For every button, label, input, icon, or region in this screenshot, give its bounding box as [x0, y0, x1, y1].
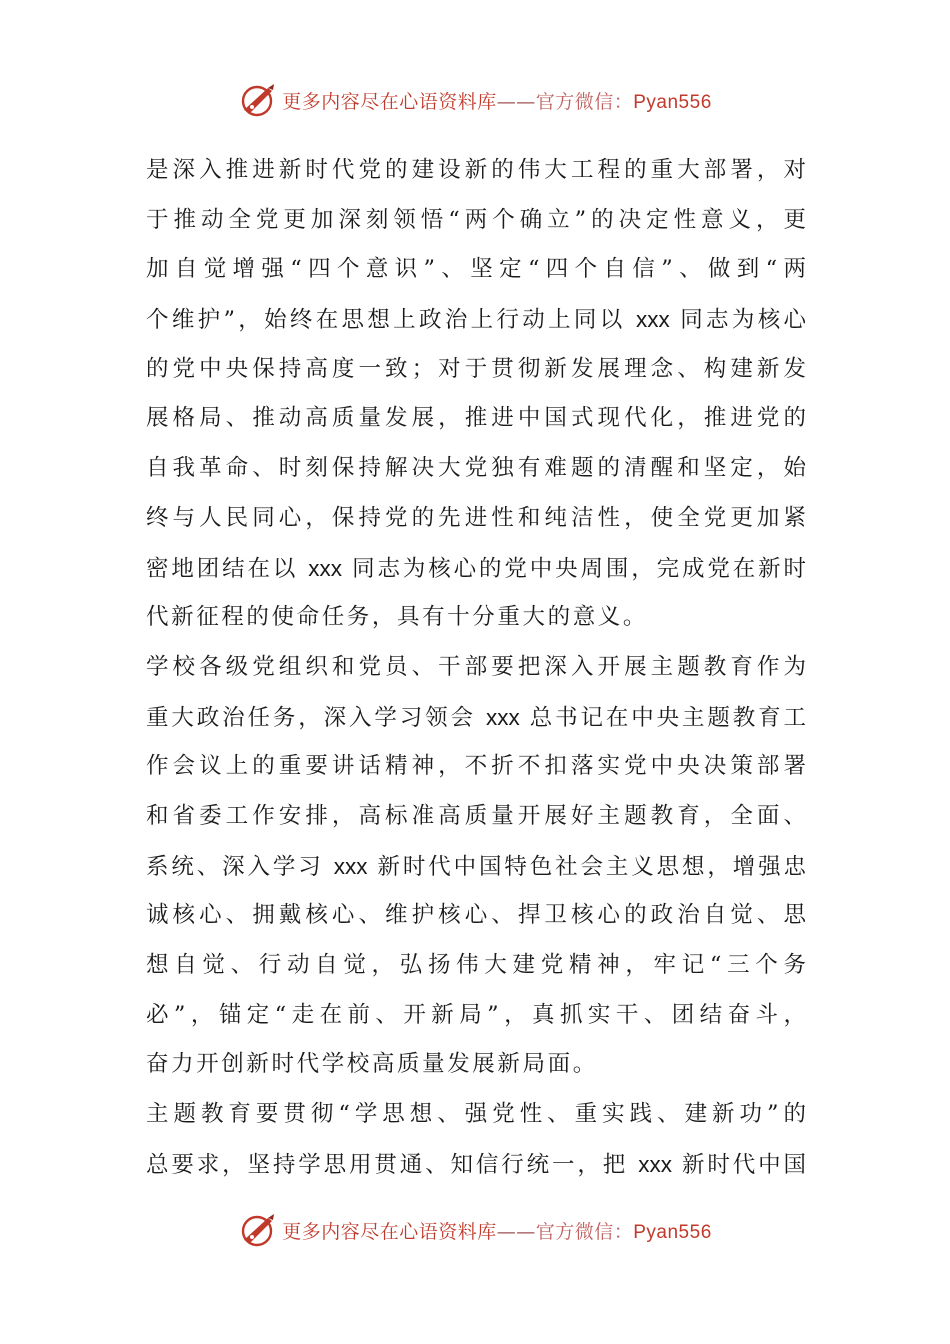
- pen-nib-logo-icon: [238, 80, 278, 120]
- text-line: 主题教育要贯彻“学思想、强党性、重实践、建新功”的: [146, 1101, 806, 1128]
- text-line: 自我革命、时刻保持解决大党独有难题的清醒和坚定，始: [146, 455, 806, 482]
- text-line: 系统、深入学习 xxx 新时代中国特色社会主义思想，增强忠: [146, 853, 806, 880]
- footer-wechat-id: Pyan556: [633, 1221, 712, 1243]
- document-body: [146, 146, 806, 1189]
- text-line: 必”，锚定“走在前、开新局”，真抓实干、团结奋斗，: [146, 1001, 806, 1028]
- text-line: 奋力开创新时代学校高质量发展新局面。: [146, 1051, 598, 1078]
- text-line: 的党中央保持高度一致；对于贯彻新发展理念、构建新发: [146, 355, 806, 382]
- footer-wechat-label: 官方微信：: [535, 1220, 634, 1243]
- text-line: 想自觉、行动自觉，弘扬伟大建党精神，牢记“三个务: [146, 952, 806, 978]
- text-line: 个维护”，始终在思想上政治上行动上同以 xxx 同志为核心: [146, 307, 806, 334]
- footer-banner: [0, 1208, 950, 1252]
- text-line: 终与人民同心，保持党的先进性和纯洁性，使全党更加紧: [146, 504, 806, 531]
- text-line: 展格局、推动高质量发展，推进中国式现代化，推进党的: [146, 405, 806, 432]
- text-line: 总要求，坚持学思用贯通、知信行统一，把 xxx 新时代中国: [146, 1151, 806, 1178]
- text-line: 代新征程的使命任务，具有十分重大的意义。: [146, 604, 649, 631]
- text-line: 和省委工作安排，高标准高质量开展好主题教育，全面、: [146, 802, 806, 829]
- header-brand: 更多内容尽在心语资料库: [282, 90, 497, 113]
- text-line: 加自觉增强“四个意识”、坚定“四个自信”、做到“两: [146, 256, 806, 283]
- text-line: 密地团结在以 xxx 同志为核心的党中央周围，完成党在新时: [146, 555, 806, 582]
- footer-brand: 更多内容尽在心语资料库: [282, 1220, 497, 1243]
- header-banner: [0, 78, 950, 122]
- text-line: 重大政治任务，深入学习领会 xxx 总书记在中央主题教育工: [146, 704, 806, 731]
- text-line: 诚核心、拥戴核心、维护核心、捍卫核心的政治自觉、思: [146, 902, 806, 929]
- footer-banner-text: [282, 1217, 712, 1244]
- header-wechat-label: 官方微信：: [535, 90, 634, 113]
- pen-nib-logo-icon: [238, 1210, 278, 1250]
- footer-separator: ——: [496, 1220, 536, 1243]
- text-line: 是深入推进新时代党的建设新的伟大工程的重大部署，对: [146, 157, 806, 183]
- text-line: 作会议上的重要讲话精神，不折不扣落实党中央决策部署: [146, 753, 806, 780]
- header-banner-text: [282, 87, 712, 114]
- text-line: 学校各级党组织和党员、干部要把深入开展主题教育作为: [146, 653, 806, 680]
- text-line: 于推动全党更加深刻领悟“两个确立”的决定性意义，更: [146, 206, 806, 233]
- header-separator: ——: [496, 90, 536, 113]
- header-wechat-id: Pyan556: [633, 91, 712, 113]
